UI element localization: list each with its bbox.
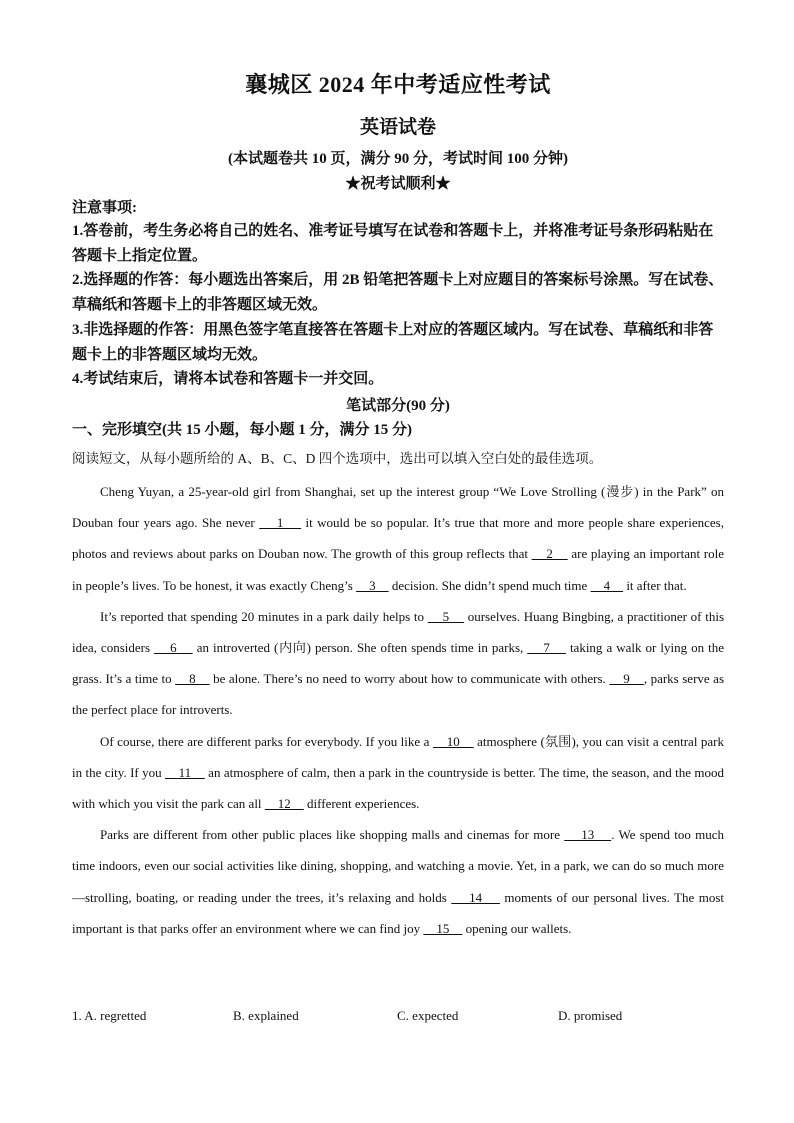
blank-9: 9: [609, 671, 644, 687]
text: an atmosphere of calm, then a park in the countryside is better. The time, the season, and the mood with which you visit the park can all: [72, 764, 724, 812]
blank-14: 14: [451, 889, 500, 905]
note-item-1: 1.答卷前，考生务必将自己的姓名、准考证号填写在试卷和答题卡上，并将准考证号条形码粘贴在答题卡上指定位置。: [72, 223, 714, 264]
note-item-2: 2.选择题的作答：每小题选出答案后，用 2B 铅笔把答题卡上对应题目的答案标号涂黑。写在试卷、草稿纸和答题卡上的非答题区域无效。: [72, 272, 724, 313]
notes-heading: 注意事项:: [72, 200, 137, 216]
text: ourselves. Huang Bingbing, a practitioner of this idea, considers: [72, 608, 725, 656]
text: , parks serve as the perfect place for introverts.: [72, 671, 725, 718]
paragraph-4: [72, 819, 724, 944]
note-item-4: 4.考试结束后，请将本试卷和答题卡一并交回。: [72, 371, 384, 387]
text: It’s reported that spending 20 minutes in a park daily helps to: [100, 608, 428, 624]
text: an introverted (内向) person. She often spends time in parks,: [192, 640, 528, 656]
paragraph-2: [72, 601, 724, 726]
text: moments of our personal lives. The most important is that parks offer an environment where we can find joy: [72, 889, 724, 936]
blank-13: 13: [564, 827, 612, 843]
text: it after that.: [623, 577, 687, 593]
section-instruction: 阅读短文，从每小题所给的 A、B、C、D 四个选项中，选出可以填入空白处的最佳选项。: [72, 451, 603, 466]
option-a: 1. A. regretted: [72, 1008, 147, 1023]
text: . We spend too much time indoors, even our social activities like dining, shopping, and watching a movie. Yet, in a park, we can do so much more—strolling, boating, or reading under the trees, it’s relaxing and holds: [72, 827, 725, 905]
text: it would be so popular. It’s true that more and more people share experiences, photos and reviews about parks on Douban now. The growth of this group reflects that: [72, 515, 724, 562]
text: different experiences.: [303, 796, 420, 812]
paragraph-3: [72, 726, 724, 820]
option-d: D. promised: [558, 1008, 623, 1023]
text: taking a walk or lying on the grass. It’s a time to: [72, 640, 725, 687]
part-title: 笔试部分(90 分): [346, 398, 450, 414]
blank-8: 8: [175, 671, 210, 687]
blank-5: 5: [427, 608, 464, 624]
exam-subtitle: 英语试卷: [359, 117, 436, 138]
text: be alone. There’s no need to worry about how to communicate with others.: [209, 671, 610, 687]
option-c: C. expected: [397, 1008, 459, 1023]
blank-4: 4: [590, 577, 624, 593]
text: Parks are different from other public places like shopping malls and cinemas for more: [100, 827, 565, 843]
section-title: 一、完形填空(共 15 小题，每小题 1 分，满分 15 分): [72, 422, 412, 438]
text: Of course, there are different parks for everybody. If you like a: [100, 733, 433, 749]
note-item-3: 3.非选择题的作答：用黑色签字笔直接答在答题卡上对应的答题区域内。写在试卷、草稿纸和非答题卡上的非答题区域均无效。: [72, 322, 714, 363]
blank-3: 3: [356, 577, 389, 593]
blank-7: 7: [527, 640, 566, 656]
text: opening our wallets.: [462, 920, 572, 936]
blank-10: 10: [432, 733, 474, 749]
blank-1: 1: [259, 515, 302, 531]
text: Cheng Yuyan, a 25-year-old girl from Shanghai, set up the interest group “We Love Strolling (漫步) in the Park” on Douban four years ago. She never: [72, 484, 724, 531]
text: decision. She didn’t spend much time: [388, 577, 591, 593]
blank-2: 2: [531, 546, 568, 562]
paragraph-1: [72, 476, 724, 601]
blank-15: 15: [423, 920, 463, 936]
exam-info: (本试题卷共 10 页，满分 90 分，考试时间 100 分钟): [228, 151, 568, 167]
blank-12: 12: [264, 796, 304, 812]
text: atmosphere (氛围), you can visit a central park in the city. If you: [72, 733, 725, 780]
exam-wish: ★祝考试顺利★: [345, 176, 451, 192]
cloze-passage: [72, 476, 724, 944]
blank-6: 6: [154, 640, 193, 656]
option-b: B. explained: [233, 1008, 299, 1023]
text: are playing an important role in people’s lives. To be honest, it was exactly Cheng’s: [72, 546, 724, 593]
blank-11: 11: [165, 764, 205, 780]
exam-title: 襄城区 2024 年中考适应性考试: [245, 72, 551, 97]
